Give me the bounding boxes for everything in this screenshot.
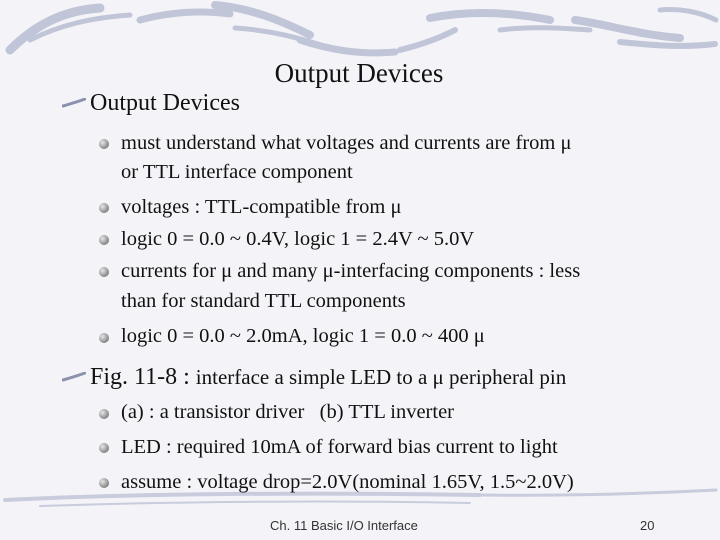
section-heading-figure: Fig. 11-8 :	[90, 364, 196, 390]
bullet-icon	[99, 333, 109, 343]
bullet-text: (a) : a transistor driver (b) TTL inverter	[121, 401, 454, 423]
pencil-bullet-icon	[62, 372, 86, 382]
bullet-icon	[99, 478, 109, 488]
page-number: 20	[640, 518, 655, 533]
bullet-text: logic 0 = 0.0 ~ 0.4V, logic 1 = 2.4V ~ 5.0V	[121, 228, 475, 250]
footer-text: Ch. 11 Basic I/O Interface	[270, 518, 418, 533]
bullet-text: LED : required 10mA of forward bias current to light	[121, 436, 558, 458]
bullet-text: assume : voltage drop=2.0V(nominal 1.65V, 1.5~2.0V)	[121, 471, 574, 493]
bullet-icon	[99, 443, 109, 453]
bullet-icon	[99, 139, 109, 149]
bullet-icon	[99, 267, 109, 277]
slide-title	[0, 58, 720, 89]
bullet-text: voltages : TTL-compatible from μ	[121, 196, 402, 218]
section-heading-text: interface a simple LED to a μ peripheral pin	[195, 365, 567, 389]
bullet-text: logic 0 = 0.0 ~ 2.0mA, logic 1 = 0.0 ~ 400 μ	[121, 325, 485, 347]
bullet-text-continued: or TTL interface component	[121, 161, 353, 183]
bullet-icon	[99, 409, 109, 419]
section-heading: Output Devices	[90, 90, 240, 116]
bullet-icon	[99, 235, 109, 245]
slide-title-text: Output Devices	[274, 58, 444, 88]
pencil-bullet-icon	[62, 98, 86, 108]
bullet-text: currents for μ and many μ-interfacing components : less	[121, 260, 581, 282]
bullet-text: must understand what voltages and currents are from μ	[121, 132, 572, 154]
section-heading	[90, 364, 566, 391]
bullet-icon	[99, 203, 109, 213]
bullet-text-continued: than for standard TTL components	[121, 290, 406, 312]
